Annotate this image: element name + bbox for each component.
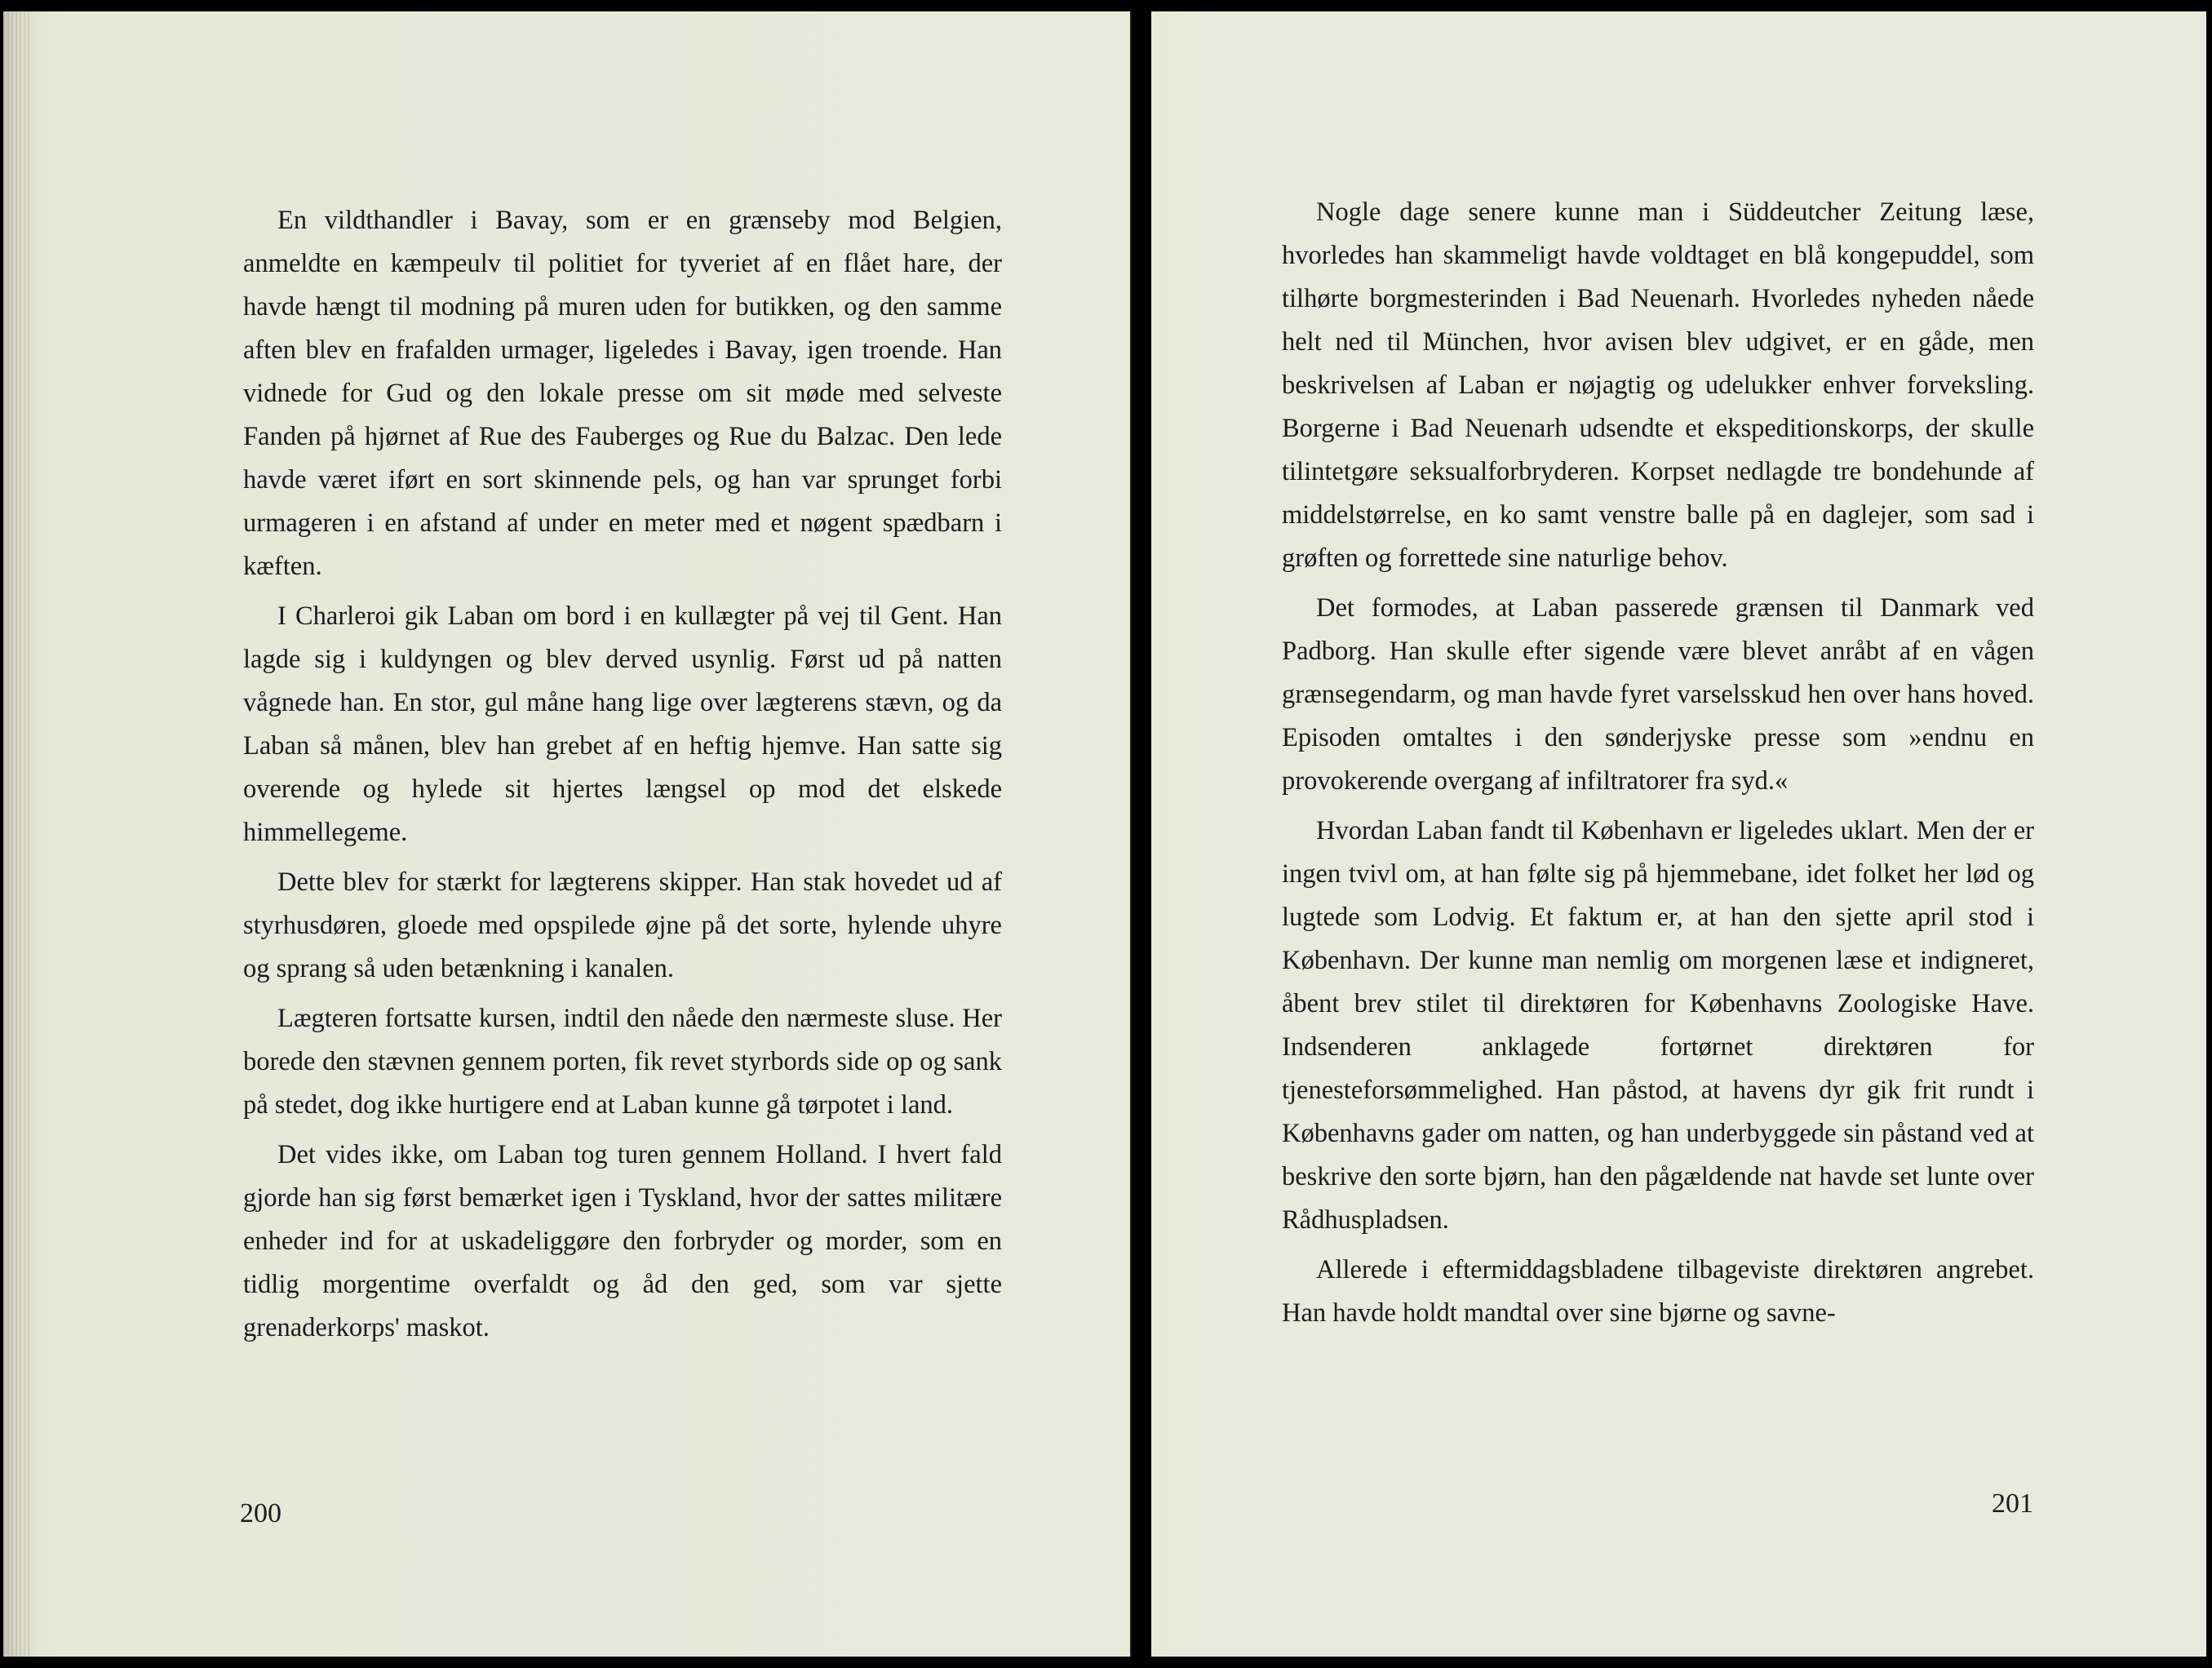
paragraph: En vildthandler i Bavay, som er en grænseby mod Belgien, anmeldte en kæmpeulv til politiet for tyveriet af en flået hare, der havde hængt til modning på muren uden for butikken, og den samme aften blev en frafalden urmager, ligeledes i Bavay, igen troende. Han vidnede for Gud og den lokale presse om sit møde med selveste Fanden på hjørnet af Rue des Fauberges og Rue du Balzac. Den lede havde været iført en sort skinnende pels, og han var sprunget forbi urmageren i en afstand af under en meter med et nøgent spædbarn i kæften. — [243, 206, 1002, 581]
paragraph: Hvordan Laban fandt til København er ligeledes uklart. Men der er ingen tvivl om, at han følte sig på hjemmebane, idet folket her lød og lugtede som Lodvig. Et faktum er, at han den sjette april stod i København. Der kunne man nemlig om morgenen læse et indigneret, åbent brev stilet til direktøren for Københavns Zoologiske Have. Indsenderen anklagede fortørnet direktøren for tjenesteforsømmelighed. Han påstod, at havens dyr gik frit rundt i Københavns gader om natten, og han underbyggede sin påstand ved at beskrive den sorte bjørn, han den pågældende nat havde set lunte over Rådhuspladsen. — [1282, 816, 2034, 1235]
paragraph: Det formodes, at Laban passerede grænsen til Danmark ved Padborg. Han skulle efter sigende være blevet anråbt af en vågen grænsegendarm, og man havde fyret varselsskud hen over hans hoved. Episoden omtaltes i den sønderjyske presse som »endnu en provokerende overgang af infiltratorer fra syd.« — [1282, 593, 2034, 796]
left-page-body — [243, 199, 1002, 1351]
paragraph: Allerede i eftermiddagsbladene tilbageviste direktøren angrebet. Han havde holdt mandtal over sine bjørne og savne- — [1282, 1255, 2034, 1328]
paragraph: Det vides ikke, om Laban tog turen gennem Holland. I hvert fald gjorde han sig først bemærket igen i Tyskland, hvor der sattes militære enheder ind for at uskadeliggøre den forbryder og morder, som en tidlig morgentime overfaldt og åd den ged, som var sjette grenaderkorps' maskot. — [243, 1140, 1002, 1342]
paragraph: I Charleroi gik Laban om bord i en kullægter på vej til Gent. Han lagde sig i kuldyngen og blev derved usynlig. Først ud på natten vågnede han. En stor, gul måne hang lige over lægterens stævn, og da Laban så månen, blev han grebet af en heftig hjemve. Han satte sig overende og hylede sit hjertes længsel op mod det elskede himmellegeme. — [243, 601, 1002, 847]
paragraph: Dette blev for stærkt for lægterens skipper. Han stak hovedet ud af styrhusdøren, gloede med opspilede øjne på det sorte, hylende uhyre og sprang så uden betænkning i kanalen. — [243, 867, 1002, 983]
right-page-body — [1282, 191, 2034, 1337]
left-page — [3, 11, 1132, 1657]
paragraph: Nogle dage senere kunne man i Süddeutcher Zeitung læse, hvorledes han skammeligt havde voldtaget en blå kongepuddel, som tilhørte borgmesterinden i Bad Neuenarh. Hvorledes nyheden nåede helt ned til München, hvor avisen blev udgivet, er en gåde, men beskrivelsen af Laban er nøjagtig og udelukker enhver forveksling. Borgerne i Bad Neuenarh udsendte et ekspeditionskorps, der skulle tilintetgøre seksualforbryderen. Korpset nedlagde tre bondehunde af middelstørrelse, en ko samt venstre balle på en daglejer, som sad i grøften og forrettede sine naturlige behov. — [1282, 197, 2034, 573]
page-edges — [3, 11, 31, 1657]
page-number: 201 — [1992, 1488, 2033, 1519]
right-page — [1151, 11, 2206, 1657]
paragraph: Lægteren fortsatte kursen, indtil den nåede den nærmeste sluse. Her borede den stævnen gennem porten, fik revet styrbords side op og sank på stedet, dog ikke hurtigere end at Laban kunne gå tørpotet i land. — [243, 1004, 1002, 1120]
page-number: 200 — [240, 1498, 281, 1528]
